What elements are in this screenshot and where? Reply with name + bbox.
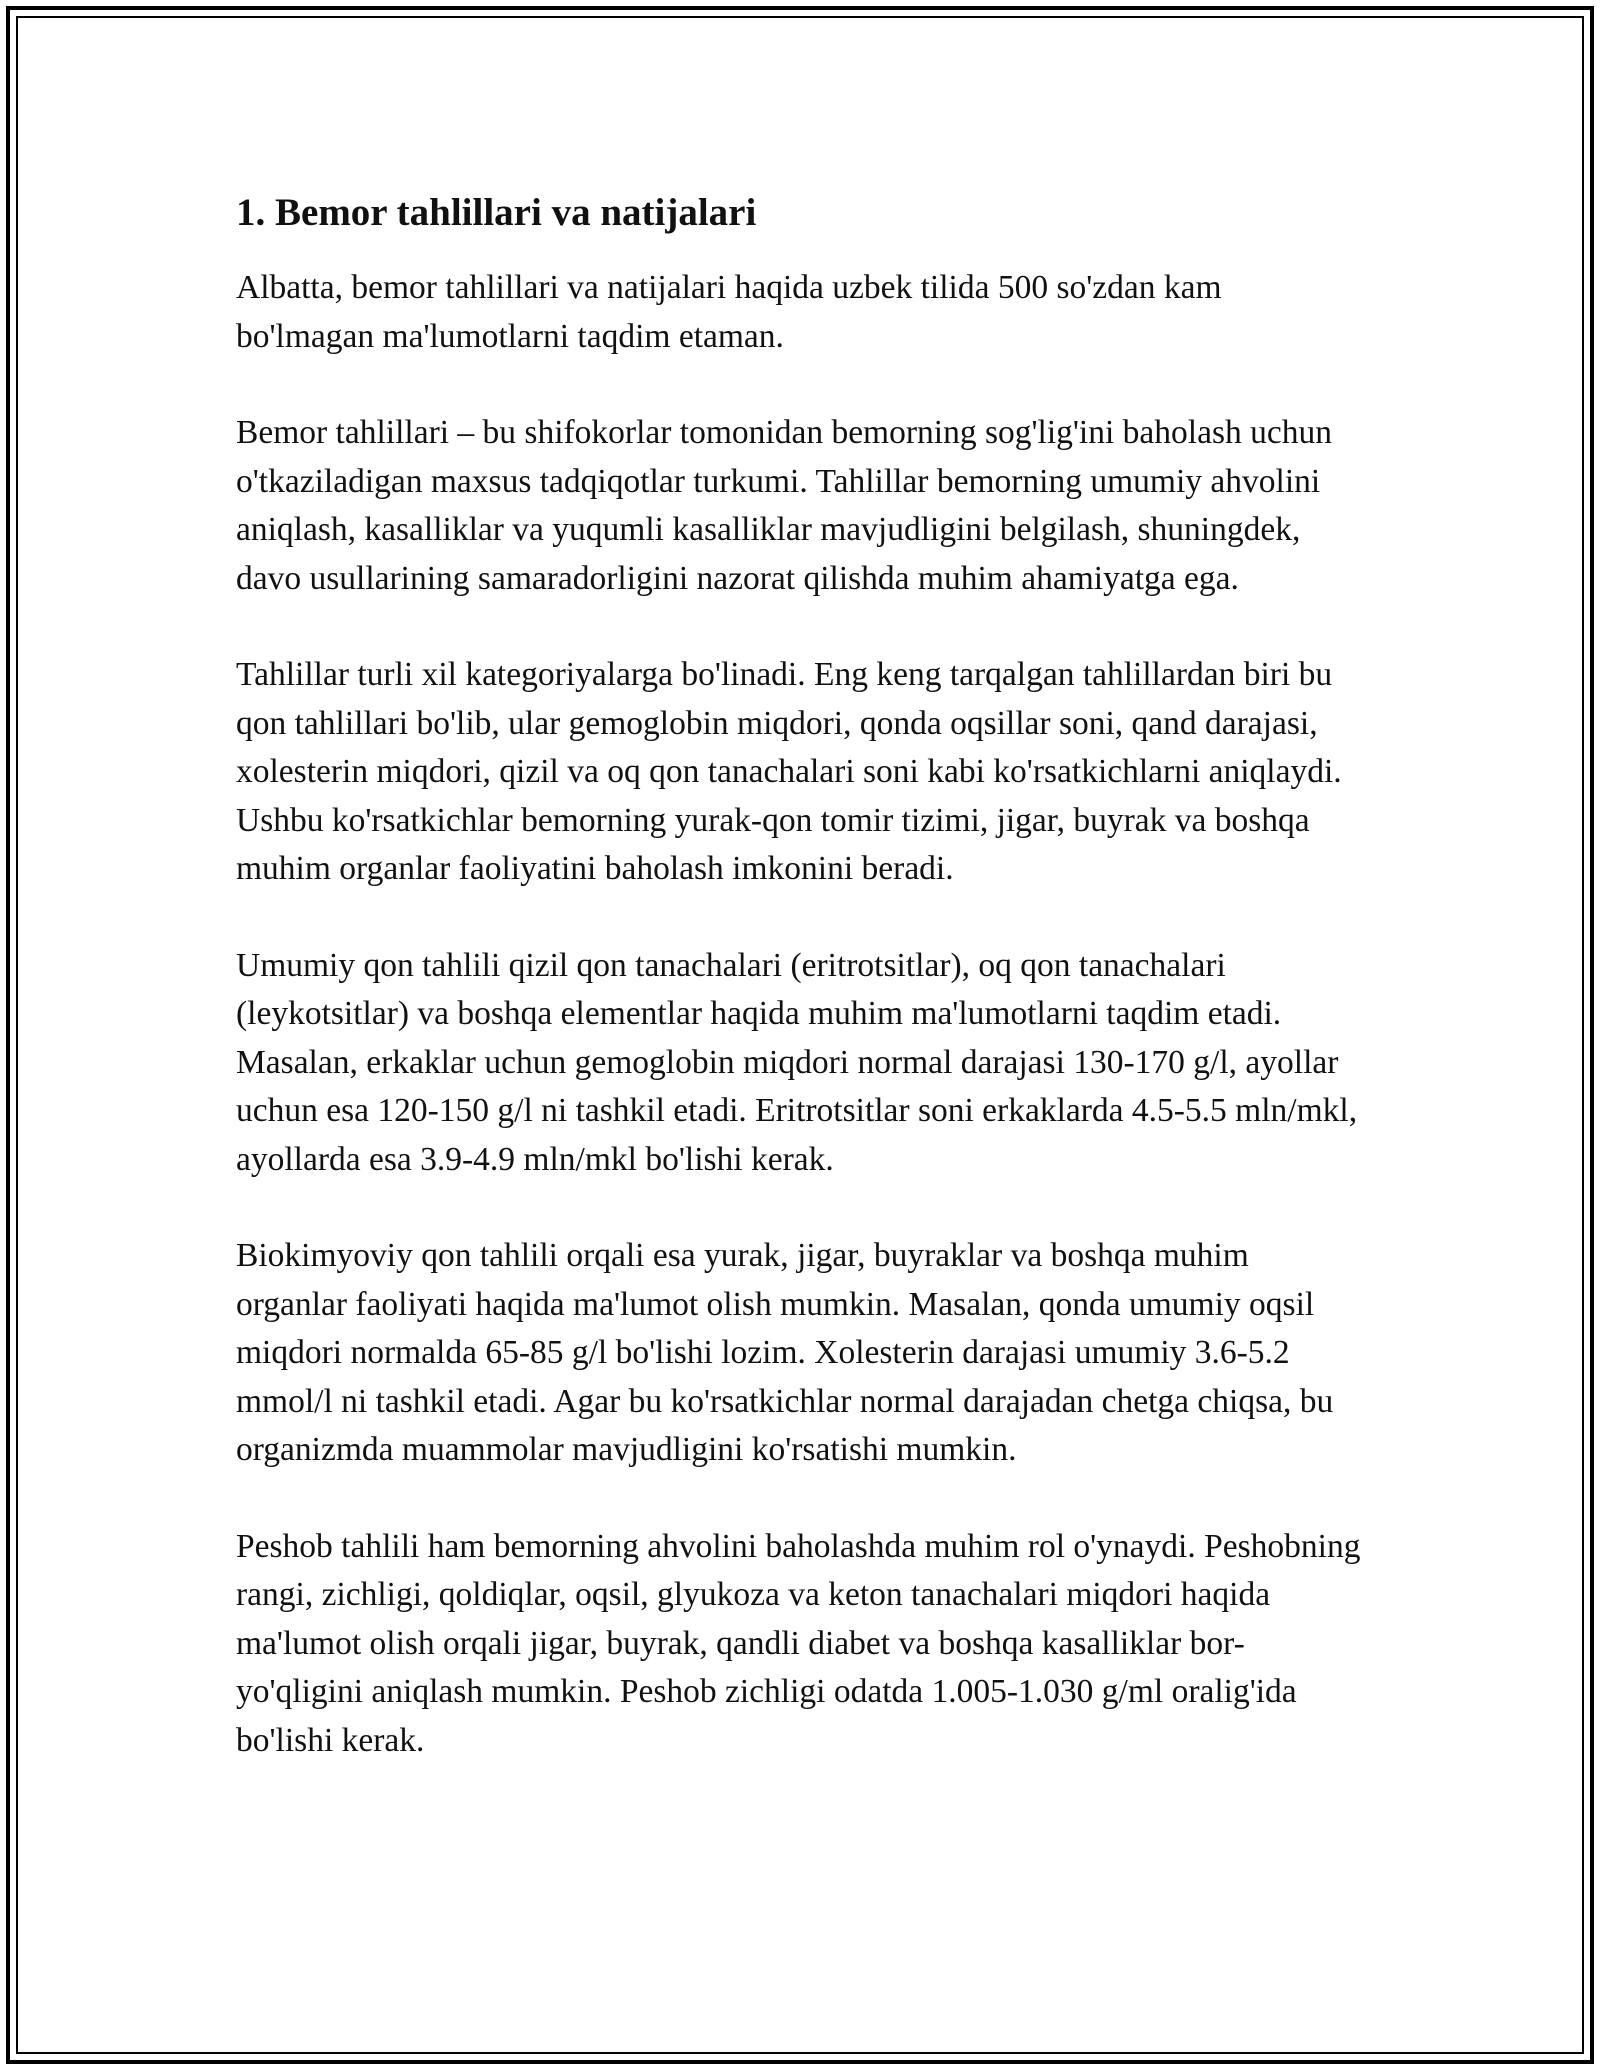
document-body [236,188,1366,1813]
paragraph-categories: Tahlillar turli xil kategoriyalarga bo'linadi. Eng keng tarqalgan tahlillardan biri bu qon tahlillari bo'lib, ular gemoglobin miqdori, qonda oqsillar soni, qand darajasi, xolesterin miqdori, qizil va oq qon tanachalari soni kabi ko'rsatkichlarni aniqlaydi. Ushbu ko'rsatkichlar bemorning yurak-qon tomir tizimi, jigar, buyrak va boshqa muhim organlar faoliyatini baholash imkonini beradi. [236,656,1342,887]
paragraph-definition: Bemor tahlillari – bu shifokorlar tomonidan bemorning sog'lig'ini baholash uchun o'tkaziladigan maxsus tadqiqotlar turkumi. Tahlillar bemorning umumiy ahvolini aniqlash, kasalliklar va yuqumli kasalliklar mavjudligini belgilash, shuningdek, davo usullarining samaradorligini nazorat qilishda muhim ahamiyatga ega. [236,414,1332,597]
paragraph-intro: Albatta, bemor tahlillari va natijalari haqida uzbek tilida 500 so'zdan kam bo'lmagan ma'lumotlarni taqdim etaman. [236,269,1222,355]
paragraph-biochemistry: Biokimyoviy qon tahlili orqali esa yurak, jigar, buyraklar va boshqa muhim organlar faoliyati haqida ma'lumot olish mumkin. Masalan, qonda umumiy oqsil miqdori normalda 65-85 g/l bo'lishi lozim. Xolesterin darajasi umumiy 3.6-5.2 mmol/l ni tashkil etadi. Agar bu ko'rsatkichlar normal darajadan chetga chiqsa, bu organizmda muammolar mavjudligini ko'rsatishi mumkin. [236,1237,1334,1468]
paragraph-urine-test: Peshob tahlili ham bemorning ahvolini baholashda muhim rol o'ynaydi. Peshobning rangi, zichligi, qoldiqlar, oqsil, glyukoza va keton tanachalari miqdori haqida ma'lumot olish orqali jigar, buyrak, qandli diabet va boshqa kasalliklar bor-yo'qligini aniqlash mumkin. Peshob zichligi odatda 1.005-1.030 g/ml oralig'ida bo'lishi kerak. [236,1527,1361,1759]
paragraph-blood-test: Umumiy qon tahlili qizil qon tanachalari (eritrotsitlar), oq qon tanachalari (leykotsitlar) va boshqa elementlar haqida muhim ma'lumotlarni taqdim etadi. Masalan, erkaklar uchun gemoglobin miqdori normal darajasi 130-170 g/l, ayollar uchun esa 120-150 g/l ni tashkil etadi. Eritrotsitlar soni erkaklarda 4.5-5.5 mln/mkl, ayollarda esa 3.9-4.9 mln/mkl bo'lishi kerak. [236,946,1358,1178]
section-heading: 1. Bemor tahlillari va natijalari [236,191,757,234]
